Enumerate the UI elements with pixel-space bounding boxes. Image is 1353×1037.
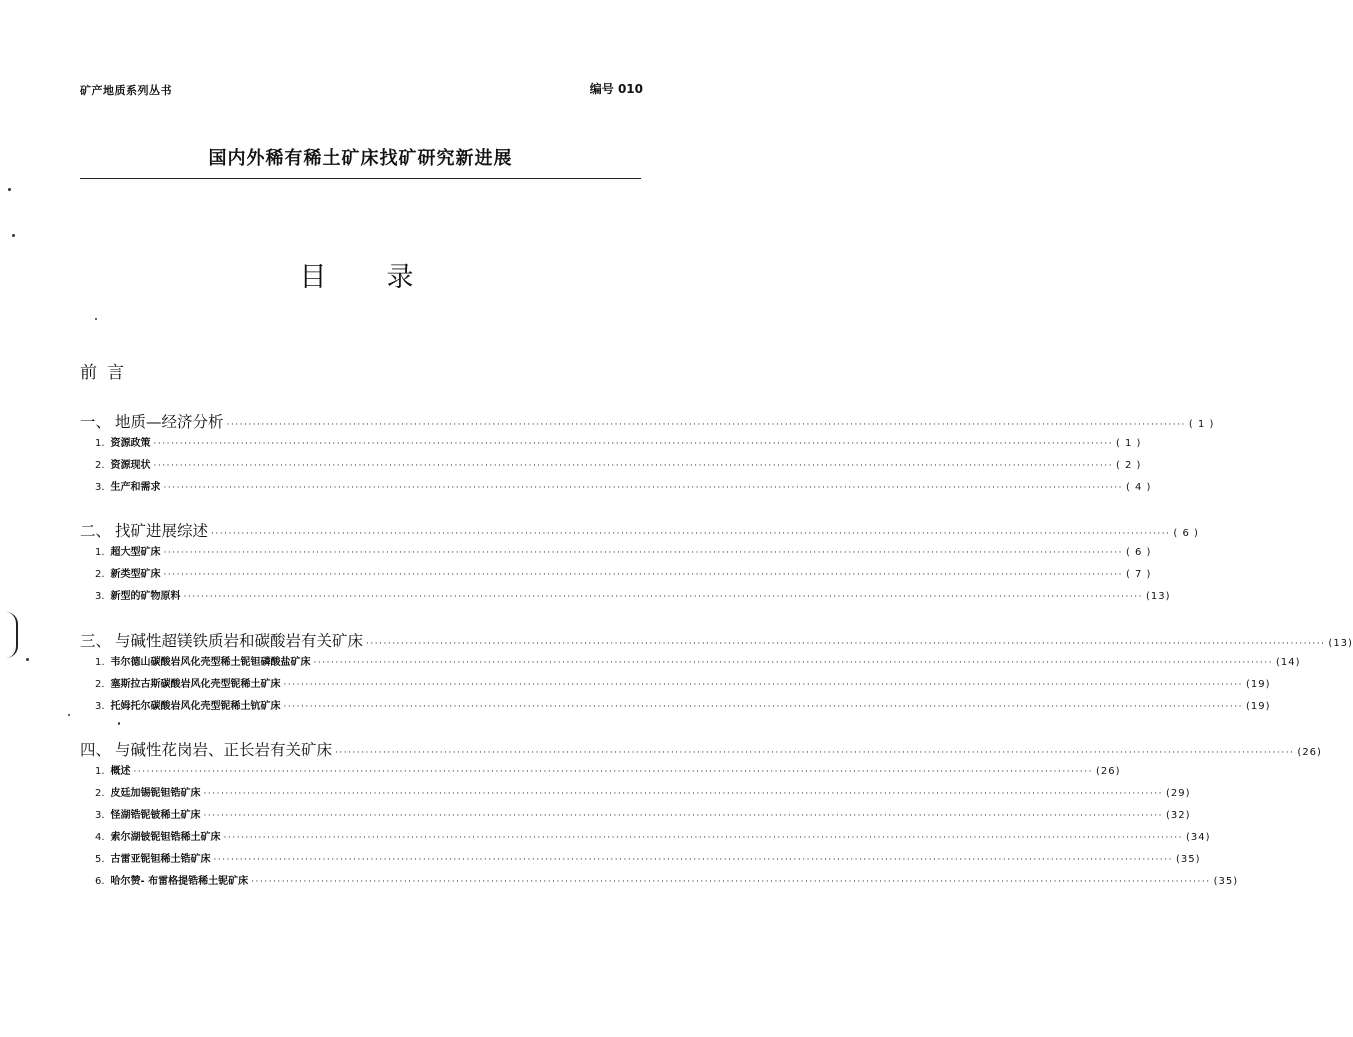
section-page-number: (29) <box>1165 788 1191 799</box>
section-number: 3. <box>95 810 105 821</box>
section-label <box>80 456 151 471</box>
chapter-title: 与碱性超镁铁质岩和碳酸岩有关矿床 <box>115 632 364 650</box>
section-page-number: ( 2 ) <box>1115 460 1142 471</box>
title-divider <box>80 178 641 179</box>
section-title: 资源现状 <box>110 460 151 471</box>
series-name: 矿产地质系列丛书 <box>80 84 172 97</box>
scan-speck <box>118 722 120 725</box>
section-page-number: (34) <box>1185 832 1211 843</box>
section-number: 2. <box>95 788 105 799</box>
section-title: 古雷亚铌钽稀土锆矿床 <box>110 854 211 865</box>
section-number: 4. <box>95 832 105 843</box>
chapter-number: 四、 <box>80 741 112 759</box>
leader-dots: ···························································································································································································································· <box>203 811 1163 821</box>
section-title: 哈尔赞- 布雷格提锆稀土铌矿床 <box>110 876 249 887</box>
section-number: 3. <box>95 482 105 493</box>
toc-section-row <box>80 434 1142 449</box>
section-page-number: (14) <box>1275 657 1301 668</box>
section-page-number: (35) <box>1213 876 1239 887</box>
toc-section-row <box>80 456 1142 471</box>
toc-section-row <box>80 872 1239 887</box>
section-number: 5. <box>95 854 105 865</box>
scan-speck <box>8 188 11 191</box>
leader-dots: ···························································································································································································································· <box>163 570 1123 580</box>
section-number: 2. <box>95 679 105 690</box>
section-number: 2. <box>95 460 105 471</box>
section-page-number: (19) <box>1245 701 1271 712</box>
leader-dots: ···························································································································································································································· <box>313 658 1273 668</box>
section-title: 概述 <box>110 766 131 777</box>
section-label <box>80 543 161 558</box>
scan-speck <box>26 658 29 661</box>
toc-section-row <box>80 587 1171 602</box>
section-page-number: ( 7 ) <box>1125 569 1152 580</box>
toc-section-row <box>80 653 1301 668</box>
toc-chapter-row <box>80 519 1199 541</box>
section-title: 怪湖锆铌铍稀土矿床 <box>110 810 201 821</box>
section-label <box>80 434 151 449</box>
toc-chapter-row <box>80 738 1322 760</box>
section-number: 1. <box>95 438 105 449</box>
toc-chapter-row <box>80 410 1215 432</box>
chapter-label <box>80 738 332 760</box>
toc-section-row <box>80 565 1152 580</box>
section-title: 韦尔德山碳酸岩风化壳型稀土铌钽磷酸盐矿床 <box>110 657 311 668</box>
chapter-title: 地质—经济分析 <box>115 413 224 431</box>
section-label <box>80 697 281 712</box>
section-title: 新型的矿物原料 <box>110 591 181 602</box>
leader-dots: ···························································································································································································································· <box>163 548 1123 558</box>
toc-section-row <box>80 675 1271 690</box>
section-number: 1. <box>95 766 105 777</box>
chapter-number: 一、 <box>80 413 112 431</box>
section-page-number: (13) <box>1145 591 1171 602</box>
leader-dots: ···························································································································································································································· <box>366 639 1326 649</box>
leader-dots: ···························································································································································································································· <box>251 877 1211 887</box>
section-label <box>80 762 131 777</box>
book-code: 编号 010 <box>589 82 643 96</box>
scan-bracket-mark <box>6 612 18 658</box>
toc-section-row <box>80 697 1271 712</box>
chapter-page-number: (13) <box>1328 638 1353 649</box>
scan-speck <box>68 714 70 716</box>
toc-section-row <box>80 828 1211 843</box>
section-number: 6. <box>95 876 105 887</box>
leader-dots: ···························································································································································································································· <box>203 789 1163 799</box>
section-page-number: (19) <box>1245 679 1271 690</box>
leader-dots: ···························································································································································································································· <box>213 855 1173 865</box>
section-number: 1. <box>95 657 105 668</box>
section-number: 2. <box>95 569 105 580</box>
chapter-number: 三、 <box>80 632 112 650</box>
section-title: 托姆托尔碳酸岩风化壳型铌稀土钪矿床 <box>110 701 281 712</box>
section-title: 超大型矿床 <box>110 547 161 558</box>
toc-section-row <box>80 543 1152 558</box>
section-label <box>80 565 161 580</box>
toc-section-row <box>80 806 1191 821</box>
section-page-number: ( 4 ) <box>1125 482 1152 493</box>
section-title: 资源政策 <box>110 438 151 449</box>
section-number: 3. <box>95 591 105 602</box>
chapter-label <box>80 519 208 541</box>
leader-dots: ···························································································································································································································· <box>163 483 1123 493</box>
toc-chapter-row <box>80 629 1353 651</box>
book-title: 国内外稀有稀土矿床找矿研究新进展 <box>208 148 513 169</box>
toc-section-row <box>80 762 1121 777</box>
section-page-number: (32) <box>1165 810 1191 821</box>
leader-dots: ···························································································································································································································· <box>283 680 1243 690</box>
toc-heading-char-2: 录 <box>386 262 414 293</box>
chapter-title: 找矿进展综述 <box>115 522 209 540</box>
section-title: 皮廷加锡铌钽锆矿床 <box>110 788 201 799</box>
leader-dots: ···························································································································································································································· <box>183 592 1143 602</box>
chapter-number: 二、 <box>80 522 112 540</box>
section-page-number: ( 6 ) <box>1125 547 1152 558</box>
section-label <box>80 828 221 843</box>
section-label <box>80 478 161 493</box>
toc-section-row <box>80 784 1191 799</box>
chapter-page-number: ( 6 ) <box>1173 528 1199 539</box>
preface-entry: 前言 <box>80 363 134 383</box>
section-number: 3. <box>95 701 105 712</box>
scan-speck <box>95 318 97 320</box>
leader-dots: ···························································································································································································································· <box>153 461 1113 471</box>
leader-dots: ···························································································································································································································· <box>153 439 1113 449</box>
leader-dots: ···························································································································································································································· <box>223 833 1183 843</box>
section-label <box>80 653 311 668</box>
chapter-label <box>80 629 363 651</box>
chapter-label <box>80 410 224 432</box>
section-number: 1. <box>95 547 105 558</box>
section-label <box>80 587 181 602</box>
leader-dots: ···························································································································································································································· <box>211 529 1171 539</box>
toc-heading-char-1: 目 <box>299 262 327 293</box>
section-title: 新类型矿床 <box>110 569 161 580</box>
chapter-title: 与碱性花岗岩、正长岩有关矿床 <box>115 741 333 759</box>
section-label <box>80 850 211 865</box>
section-title: 生产和需求 <box>110 482 161 493</box>
chapter-page-number: (26) <box>1297 747 1322 758</box>
section-page-number: (26) <box>1095 766 1121 777</box>
section-title: 索尔湖铍铌钽锆稀土矿床 <box>110 832 221 843</box>
leader-dots: ···························································································································································································································· <box>133 767 1093 777</box>
section-page-number: ( 1 ) <box>1115 438 1142 449</box>
toc-section-row <box>80 478 1152 493</box>
toc-heading <box>0 255 713 294</box>
section-page-number: (35) <box>1175 854 1201 865</box>
scan-speck <box>12 234 15 237</box>
section-label <box>80 872 248 887</box>
chapter-page-number: ( 1 ) <box>1188 419 1215 430</box>
toc-section-row <box>80 850 1201 865</box>
section-label <box>80 806 201 821</box>
leader-dots: ···························································································································································································································· <box>226 420 1186 430</box>
section-title: 塞斯拉古斯碳酸岩风化壳型铌稀土矿床 <box>110 679 281 690</box>
leader-dots: ···························································································································································································································· <box>283 702 1243 712</box>
section-label <box>80 675 281 690</box>
leader-dots: ···························································································································································································································· <box>335 748 1295 758</box>
section-label <box>80 784 201 799</box>
